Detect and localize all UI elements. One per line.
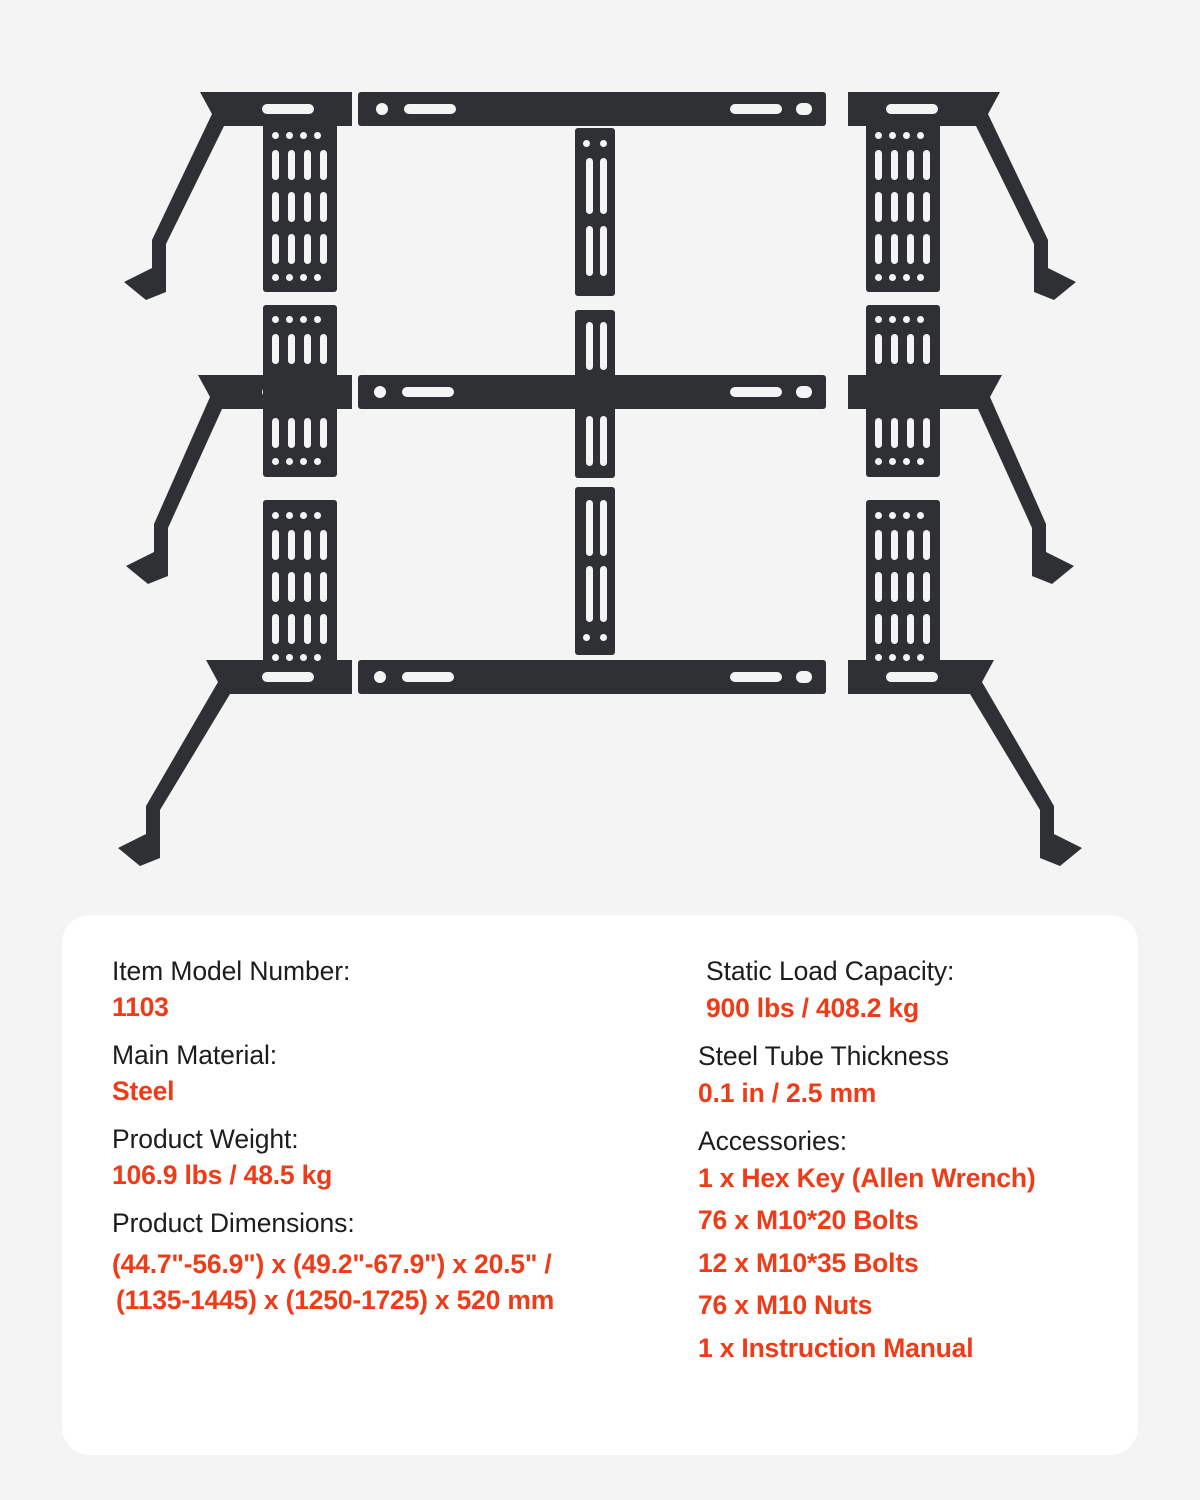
value-product-dimensions-line1: (44.7"-56.9") x (49.2"-67.9") x 20.5" / (112, 1248, 552, 1279)
value-product-weight: 106.9 lbs / 48.5 kg (112, 1159, 333, 1190)
label-static-load-capacity: Static Load Capacity: (706, 956, 955, 986)
label-accessories: Accessories: (698, 1126, 848, 1156)
right-plate-middle (866, 305, 940, 477)
label-steel-tube-thickness: Steel Tube Thickness (698, 1041, 949, 1071)
left-plate-upper (263, 120, 337, 292)
list-item: 1 x Hex Key (Allen Wrench) (698, 1162, 1036, 1193)
value-steel-tube-thickness: 0.1 in / 2.5 mm (698, 1077, 877, 1108)
right-plate-lower (866, 500, 940, 672)
value-main-material: Steel (112, 1075, 175, 1106)
center-plate-lower (575, 487, 615, 655)
bottom-crossbar (358, 660, 826, 694)
specifications-card (62, 915, 1138, 1455)
right-plate-upper (866, 120, 940, 292)
list-item: 12 x M10*35 Bolts (698, 1247, 919, 1278)
list-item: 76 x M10 Nuts (698, 1290, 873, 1320)
list-item: 1 x Instruction Manual (698, 1332, 974, 1363)
value-static-load-capacity: 900 lbs / 408.2 kg (706, 992, 919, 1023)
left-plate-lower (263, 500, 337, 672)
top-crossbar (358, 92, 826, 126)
label-product-weight: Product Weight: (112, 1124, 299, 1154)
list-item: 76 x M10*20 Bolts (698, 1205, 919, 1235)
spec-column-left (62, 945, 698, 1455)
spec-column-right (698, 945, 1138, 1455)
value-item-model-number: 1103 (112, 991, 169, 1022)
value-product-dimensions-line2: (1135-1445) x (1250-1725) x 520 mm (116, 1285, 555, 1316)
label-item-model-number: Item Model Number: (112, 956, 351, 986)
left-plate-middle (263, 305, 337, 477)
label-product-dimensions: Product Dimensions: (112, 1208, 355, 1238)
label-main-material: Main Material: (112, 1040, 278, 1070)
value-product-dimensions (112, 1246, 698, 1319)
accessories-list (698, 1162, 1138, 1363)
center-plate-middle (575, 310, 615, 478)
center-plate-upper (575, 128, 615, 296)
